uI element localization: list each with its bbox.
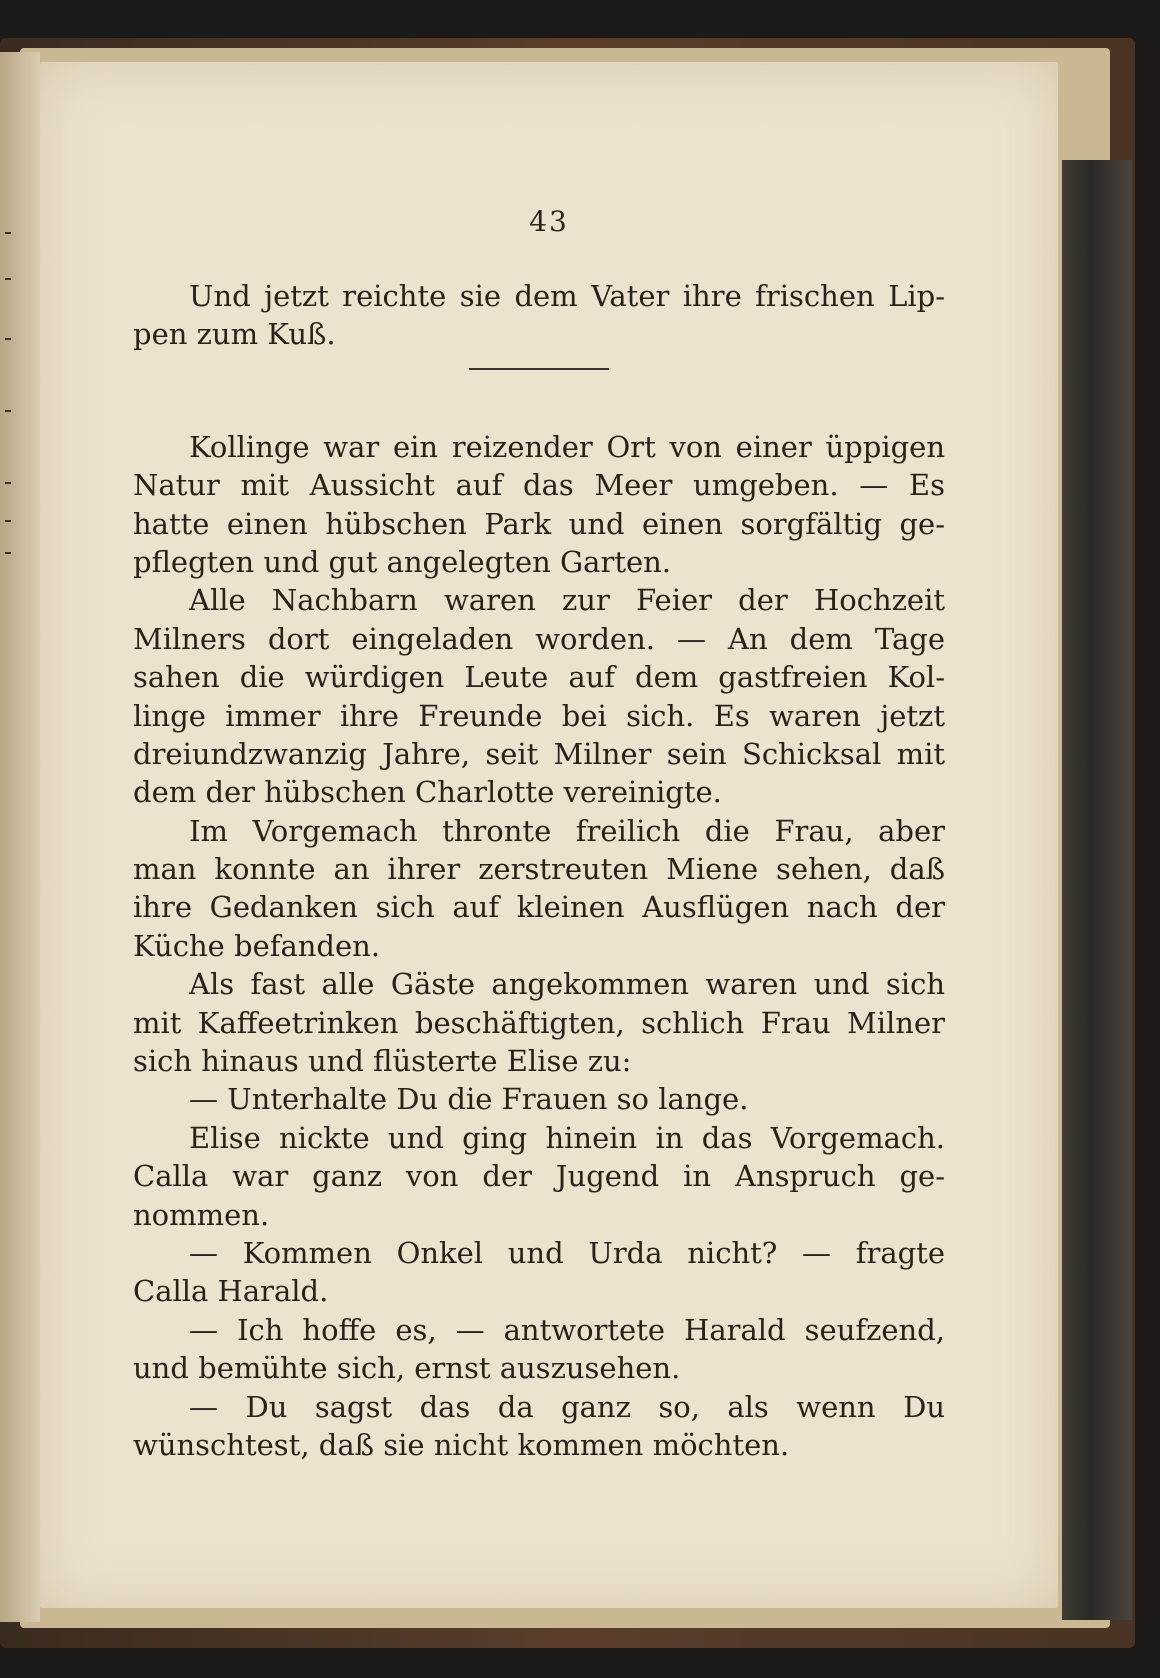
text-line: sahen die würdigen Leute auf dem gastfreien Kol- bbox=[133, 660, 945, 695]
page-number: 43 bbox=[529, 205, 569, 238]
left-page-edge bbox=[0, 52, 40, 1622]
text-line: ihre Gedanken sich auf kleinen Ausflügen nach der bbox=[133, 890, 945, 925]
page-text bbox=[133, 277, 945, 1464]
text-line: sich hinaus und flüsterte Elise zu: bbox=[133, 1044, 632, 1079]
text-line: mit Kaffeetrinken beschäftigten, schlich Frau Milner bbox=[133, 1005, 945, 1040]
text-line: Als fast alle Gäste angekommen waren und sich bbox=[189, 967, 945, 1002]
text-line: — Du sagst das da ganz so, als wenn Du bbox=[189, 1389, 945, 1424]
text-line: man konnte an ihrer zerstreuten Miene sehen, daß bbox=[133, 852, 945, 887]
text-line: pflegten und gut angelegten Garten. bbox=[133, 544, 672, 579]
section-divider bbox=[469, 368, 609, 370]
text-line: Küche befanden. bbox=[133, 928, 381, 963]
text-line: Calla war ganz von der Jugend in Anspruch ge- bbox=[133, 1159, 945, 1194]
text-line: Elise nickte und ging hinein in das Vorgemach. bbox=[189, 1120, 945, 1155]
text-line: — Unterhalte Du die Frauen so lange. bbox=[189, 1082, 749, 1117]
text-line: nommen. bbox=[133, 1197, 270, 1232]
text-line: Natur mit Aussicht auf das Meer umgeben. — Es bbox=[133, 468, 945, 503]
text-section-1 bbox=[133, 277, 945, 354]
text-line: dem der hübschen Charlotte vereinigte. bbox=[133, 775, 722, 810]
text-line: dreiundzwanzig Jahre, seit Milner sein Schicksal mit bbox=[133, 736, 945, 771]
book-page bbox=[40, 62, 1058, 1608]
text-line: — Kommen Onkel und Urda nicht? — fragte bbox=[189, 1235, 945, 1270]
text-line: Im Vorgemach thronte freilich die Frau, aber bbox=[189, 813, 945, 848]
text-line: linge immer ihre Freunde bei sich. Es waren jetzt bbox=[133, 698, 945, 733]
text-line: Calla Harald. bbox=[133, 1274, 329, 1309]
book-spine bbox=[1062, 160, 1132, 1620]
text-line: Milners dort eingeladen worden. — An dem Tage bbox=[133, 621, 945, 656]
text-line: und bemühte sich, ernst auszusehen. bbox=[133, 1351, 681, 1386]
text-section-2 bbox=[133, 428, 945, 1465]
text-line: Kollinge war ein reizender Ort von einer üppigen bbox=[189, 429, 945, 464]
text-line: wünschtest, daß sie nicht kommen möchten. bbox=[133, 1427, 790, 1462]
text-line: Und jetzt reichte sie dem Vater ihre frischen Lip- bbox=[189, 279, 945, 313]
text-line: Alle Nachbarn waren zur Feier der Hochzeit bbox=[189, 583, 945, 618]
text-line: pen zum Kuß. bbox=[133, 317, 336, 352]
text-line: hatte einen hübschen Park und einen sorgfältig ge- bbox=[133, 506, 945, 541]
text-line: — Ich hoffe es, — antwortete Harald seufzend, bbox=[189, 1312, 945, 1347]
